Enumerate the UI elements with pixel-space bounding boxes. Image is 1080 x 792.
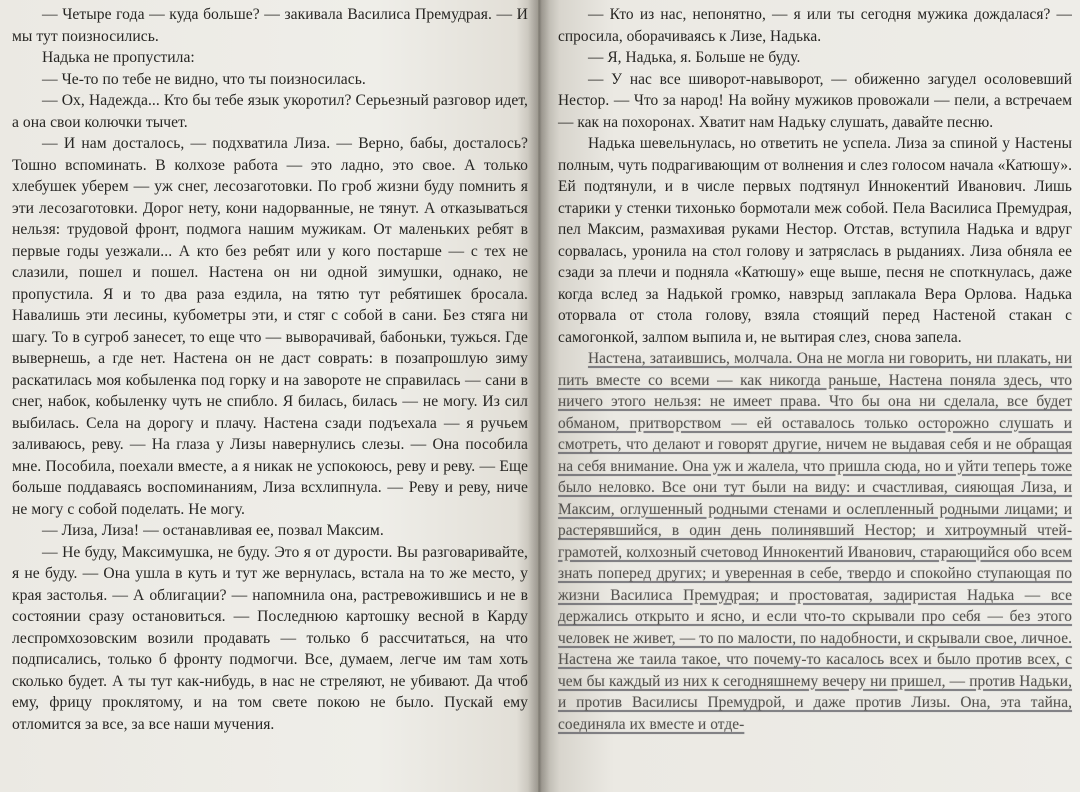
- left-page-text: [12, 4, 528, 735]
- paragraph: — Ох, Надежда... Кто бы тебе язык укоротил? Серьезный разговор идет, а она свои колючки тычет.: [12, 92, 528, 131]
- paragraph: — Не буду, Максимушка, не буду. Это я от дурости. Вы разговаривайте, я не буду. — Она ушла в куть и тут же вернулась, встала на то же место, у края застолья. — А облигации? — напомнила она, растревожившись и не в состоянии сразу остановиться. — Последнюю картошку весной в Карду леспромхозовским возили продавать — только б рассчитаться, на что подписались, только б фронту подмогчи. Все, думаем, легче им там хоть сколько будет. А ты тут как-нибудь, в нас не стреляют, не убивают. Да чтоб ему, фрицу проклятому, и на том свете покою не было. Пускай ему отломится за все, за все наши мучения.: [12, 543, 528, 733]
- paragraph: — Кто из нас, непонятно, — я или ты сегодня мужика дождалася? — спросила, оборачиваясь к Лизе, Надька.: [558, 6, 1072, 45]
- paragraph: — У нас все шиворот-навыворот, — обиженно загудел осоловевший Нестор. — Что за народ! На войну мужиков провожали — пели, а встречаем — как на похоронах. Хватит нам Надьку слушать, давайте песню.: [558, 70, 1072, 131]
- underlined-paragraph: Настена, затаившись, молчала. Она не могла ни говорить, ни плакать, ни пить вместе со всеми — как никогда раньше, Настена поняла здесь, что ничего этого нельзя: не имеет права. Что бы она ни сделала, все будет обманом, притворством — ей оставалось только осторожно слушать и смотреть, что делают и говорят другие, ничем не выдавая себя и не обращая на себя внимание. Она уж и жалела, что пришла сюда, но и уйти теперь тоже было неловко. Все они тут были на виду: и счастливая, сияющая Лиза, и Максим, оглушенный родными стенами и ослепленный родными лицами; и растерявшийся, в один день полинявший Нестор; и хитроумный чтей-грамотей, колхозный счетовод Иннокентий Иванович, старающийся обо всем знать поперед других; и уверенная в себе, твердо и спокойно ступающая по жизни Василиса Премудрая; и простоватая, задиристая Надька — все держались открыто и ясно, и если что-то скрывали про себя — без этого человек не живет, — то по малости, по надобности, и скрывали свое, личное. Настена же таила такое, что почему-то касалось всех и было против всех, с чем бы каждый из них к сегодняшнему вечеру ни пришел, — против Надьки, и против Василисы Премудрой, и даже против Лизы. Она, эта тайна, соединяла их вместе и отде-: [558, 350, 1072, 733]
- right-page: [538, 0, 1080, 792]
- paragraph: — И нам досталось, — подхватила Лиза. — Верно, бабы, досталось? Тошно вспоминать. В колхозе работа — это ладно, это свое. А только хлебушек уберем — уж снег, лесозаготовки. По гроб жизни буду помнить я эти лесозаготовки. Дорог нету, кони надорванные, не тянут. А отказываться нельзя: трудовой фронт, подмога нашим мужикам. От маленьких ребят в первые годы уезжали... А кто без ребят или у кого постарше — с тех не слазили, пошел и пошел. Настена он ни одной зимушки, однако, не пропустила. Я и то два раза ездила, на тятю тут ребятишек бросала. Навалишь эти лесины, кубометры эти, и стяг с собой в сани. Без стяга ни шагу. То в сугроб занесет, то еще что — выворачивай, бабоньки, тужься. Где вывернешь, а где нет. Настена он не даст соврать: в позапрошлую зиму раскатилась моя кобыленка под горку и на завороте не справилась — сани в снег, набок, кобыленку чуть не спибло. Я билась, билась — не могу. Из сил выбилась. Села на дорогу и плачу. Настена сзади подъехала — я ручьем заливаюсь, реву. — На глаза у Лизы навернулись слезы. — Она пособила мне. Пособила, поехали вместе, а я никак не успокоюсь, реву и реву. — Еще больше поддаваясь воспоминаниям, Лиза всхлипнула. — Реву и реву, ниче не могу с собой поделать. Не могу.: [12, 135, 528, 518]
- paragraph: — Четыре года — куда больше? — закивала Василиса Премудрая. — И мы тут поизносились.: [12, 6, 528, 45]
- paragraph: — Че-то по тебе не видно, что ты поизносилась.: [42, 70, 366, 88]
- left-page: [0, 0, 538, 792]
- paragraph: — Я, Надька, я. Больше не буду.: [588, 49, 801, 66]
- right-page-text: [558, 4, 1072, 735]
- paragraph: — Лиза, Лиза! — останавливая ее, позвал Максим.: [42, 522, 384, 539]
- paragraph: Надька не пропустила:: [42, 49, 195, 66]
- paragraph: Надька шевельнулась, но ответить не успела. Лиза за спиной у Настены полным, чуть подрагивающим от волнения и слез голосом начала «Катюшу». Ей подтянули, и в числе первых подтянул Иннокентий Иванович. Лишь старики у стенки тихонько бормотали меж собой. Пела Василиса Премудрая, пел Максим, размахивая руками Нестор. Отстав, вступила Надька и вдруг сорвалась, уронила на стол голову и затряслась в рыданиях. Лиза обняла ее сзади за плечи и подняла «Катюшу» еще выше, песня не споткнулась, даже когда вслед за Надькой громко, навзрыд заплакала Вера Орлова. Надька оторвала от стола голову, взяла стоящий перед Настеной стакан с самогонкой, залпом выпила и, не вытирая слез, снова запела.: [558, 135, 1072, 346]
